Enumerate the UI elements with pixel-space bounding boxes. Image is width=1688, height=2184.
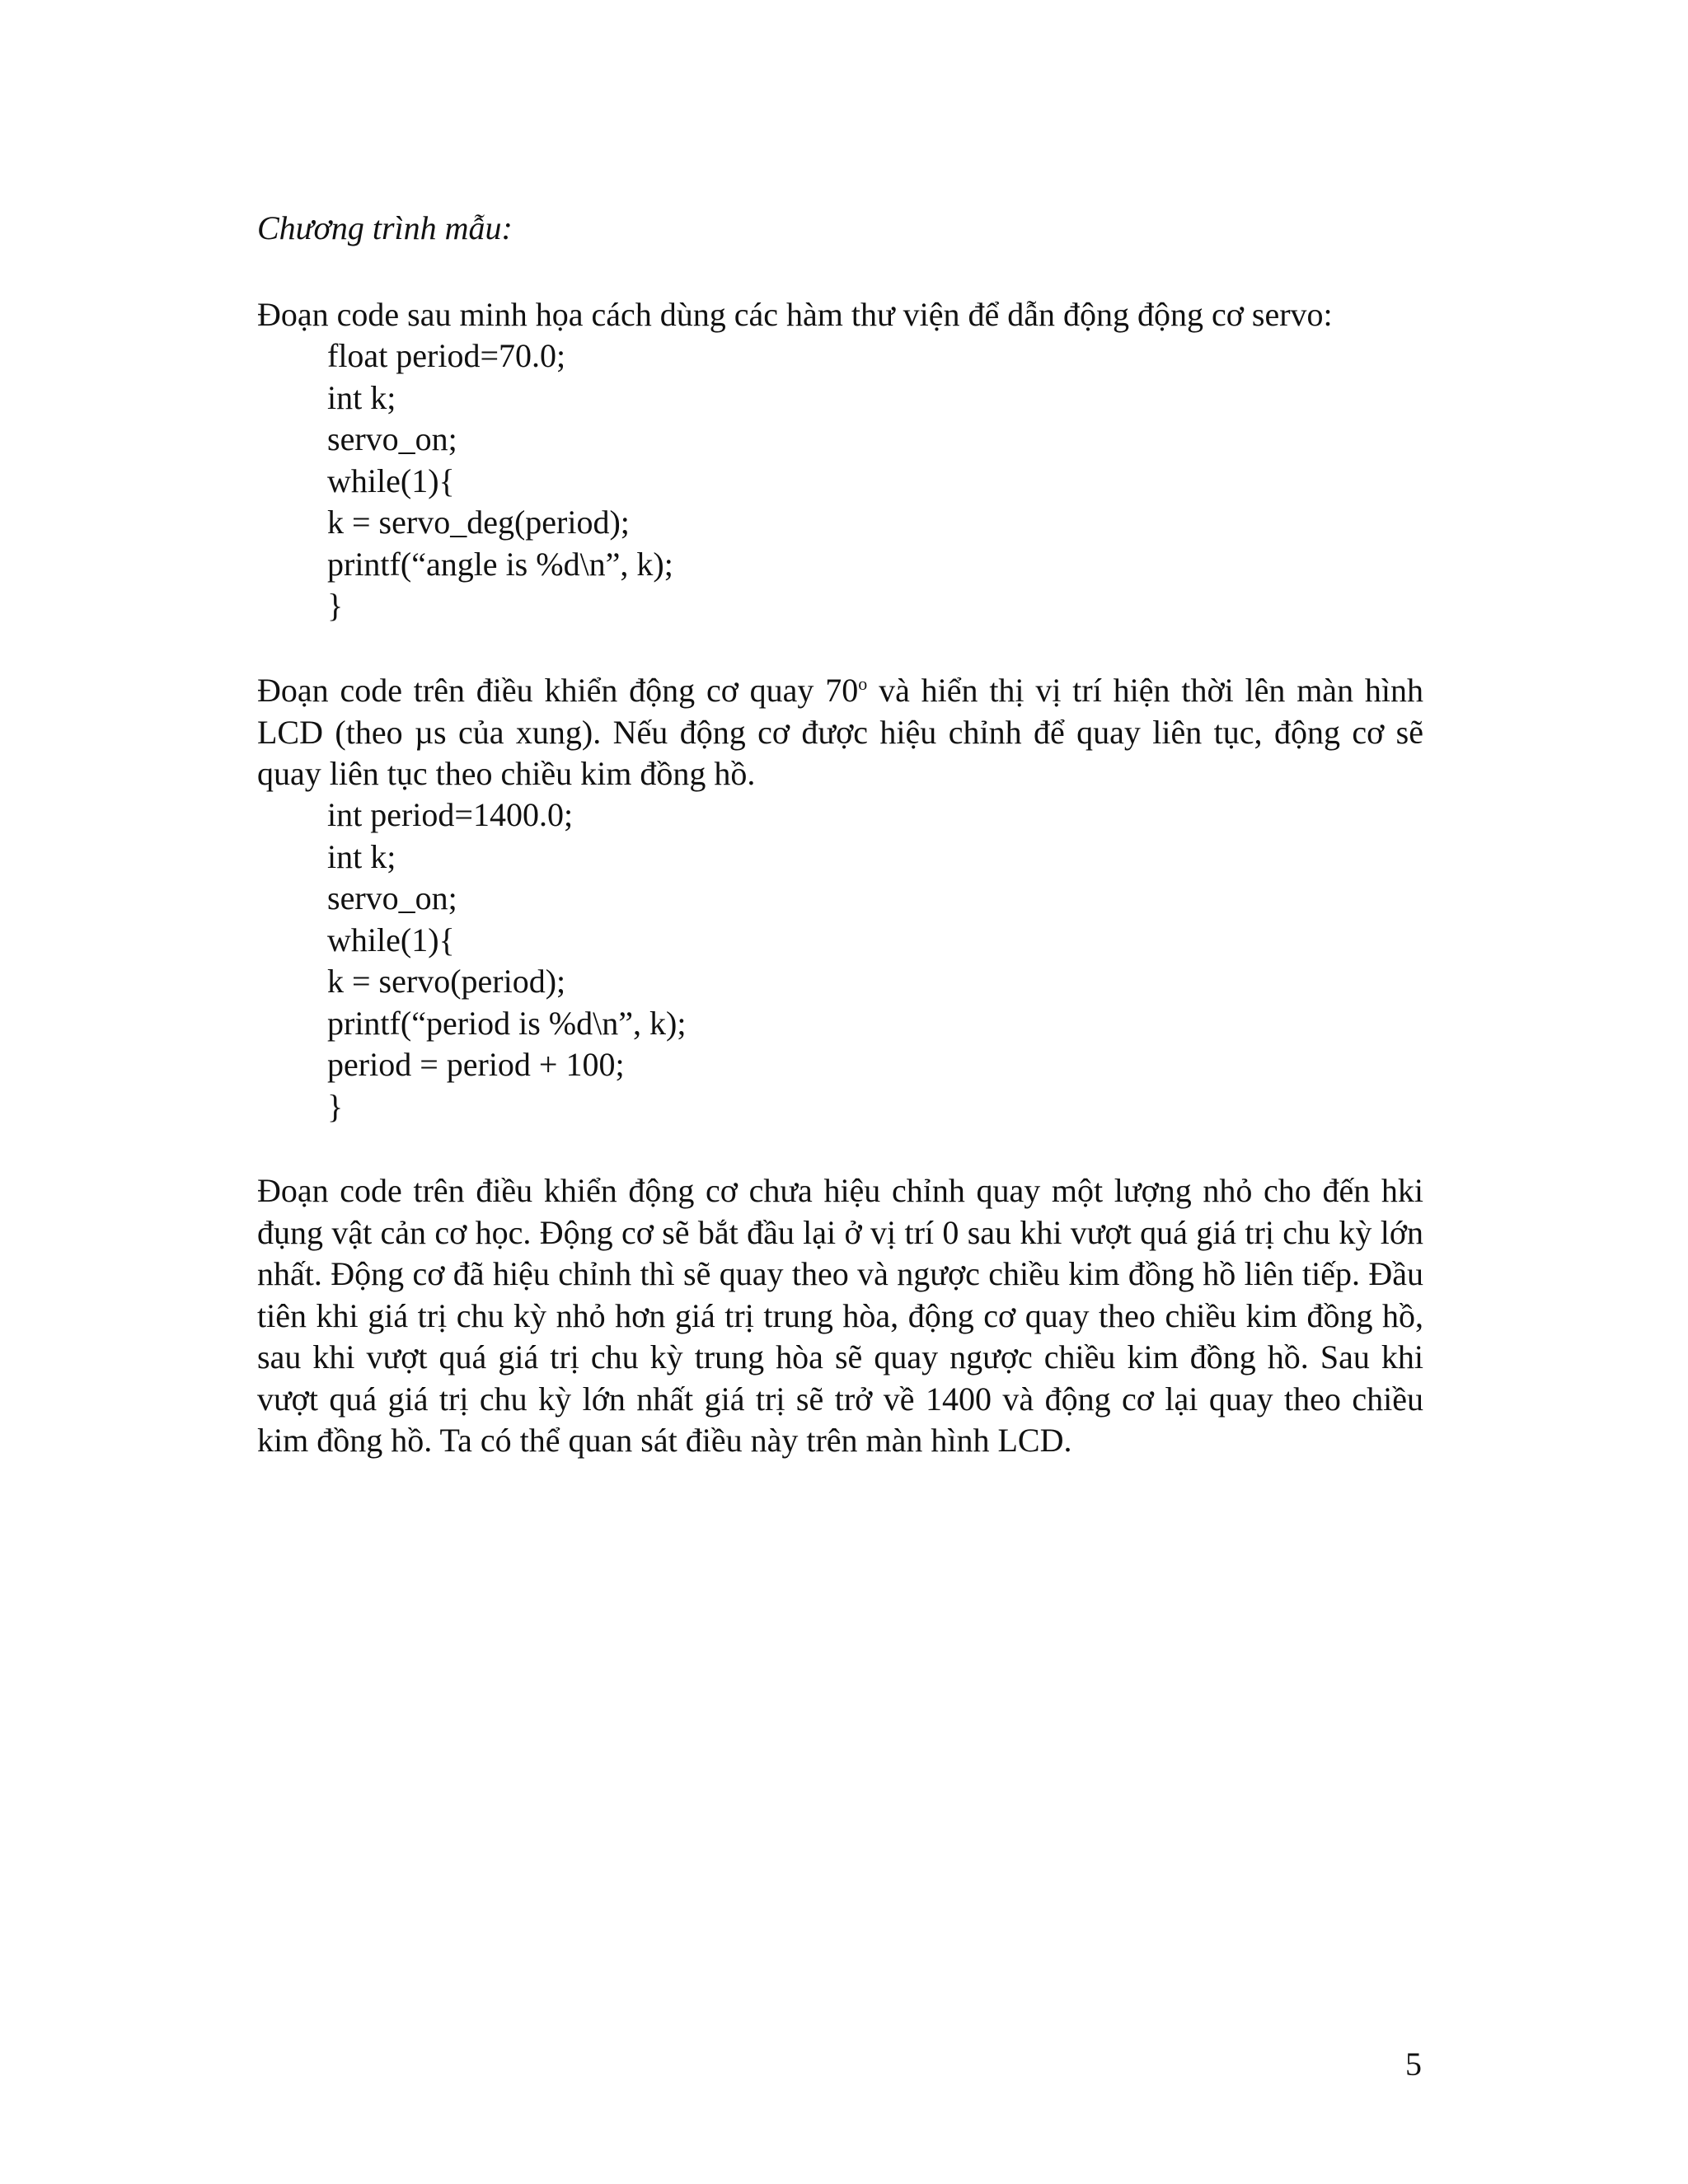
code-line: } (327, 1087, 344, 1125)
code-line: k = servo(period); (327, 963, 566, 1000)
code-line: int k; (327, 378, 396, 416)
code-line: period = period + 100; (327, 1046, 625, 1083)
para2-text-after: và hiển thị vị trí hiện thời lên màn hình LCD (theo µs của xung). Nếu động cơ được hiệu chỉnh để quay liên tục, động cơ sẽ quay liên tục theo chiều kim đồng hồ. (257, 672, 1423, 792)
code-line: k = servo_deg(period); (327, 504, 630, 541)
section-heading: Chương trình mẫu: (257, 209, 513, 246)
code-line: int period=1400.0; (327, 796, 574, 833)
code-line: float period=70.0; (327, 337, 566, 374)
intro-paragraph: Đoạn code sau minh họa cách dùng các hàm thư viện để dẫn động động cơ servo: (257, 296, 1333, 333)
para2-text-before: Đoạn code trên điều khiển động cơ quay 70 (257, 672, 859, 709)
code-line: int k; (327, 837, 396, 875)
code-block-servo-period (327, 794, 686, 1127)
code-line: while(1){ (327, 462, 455, 499)
code-block-servo-deg (327, 335, 673, 627)
code-line: servo_on; (327, 879, 457, 916)
explanation-paragraph-2: Đoạn code trên điều khiển động cơ chưa hiệu chỉnh quay một lượng nhỏ cho đến hki đụng vật cản cơ học. Động cơ sẽ bắt đầu lại ở vị trí 0 sau khi vượt quá giá trị chu kỳ lớn nhất. Động cơ đã hiệu chỉnh thì sẽ quay theo và ngược chiều kim đồng hồ liên tiếp. Đầu tiên khi giá trị chu kỳ nhỏ hơn giá trị trung hòa, động cơ quay theo chiều kim đồng hồ, sau khi vượt quá giá trị chu kỳ trung hòa sẽ quay ngược chiều kim đồng hồ. Sau khi vượt quá giá trị chu kỳ lớn nhất giá trị sẽ trở về 1400 và động cơ lại quay theo chiều kim đồng hồ. Ta có thể quan sát điều này trên màn hình LCD. (257, 1172, 1423, 1459)
explanation-paragraph-1 (257, 670, 1423, 795)
code-line: while(1){ (327, 921, 455, 958)
page-number: 5 (1405, 2046, 1422, 2083)
degree-mark: o (858, 673, 868, 694)
code-line: } (327, 587, 344, 624)
code-line: printf(“angle is %d\n”, k); (327, 545, 673, 583)
code-line: servo_on; (327, 420, 457, 457)
code-line: printf(“period is %d\n”, k); (327, 1004, 687, 1042)
